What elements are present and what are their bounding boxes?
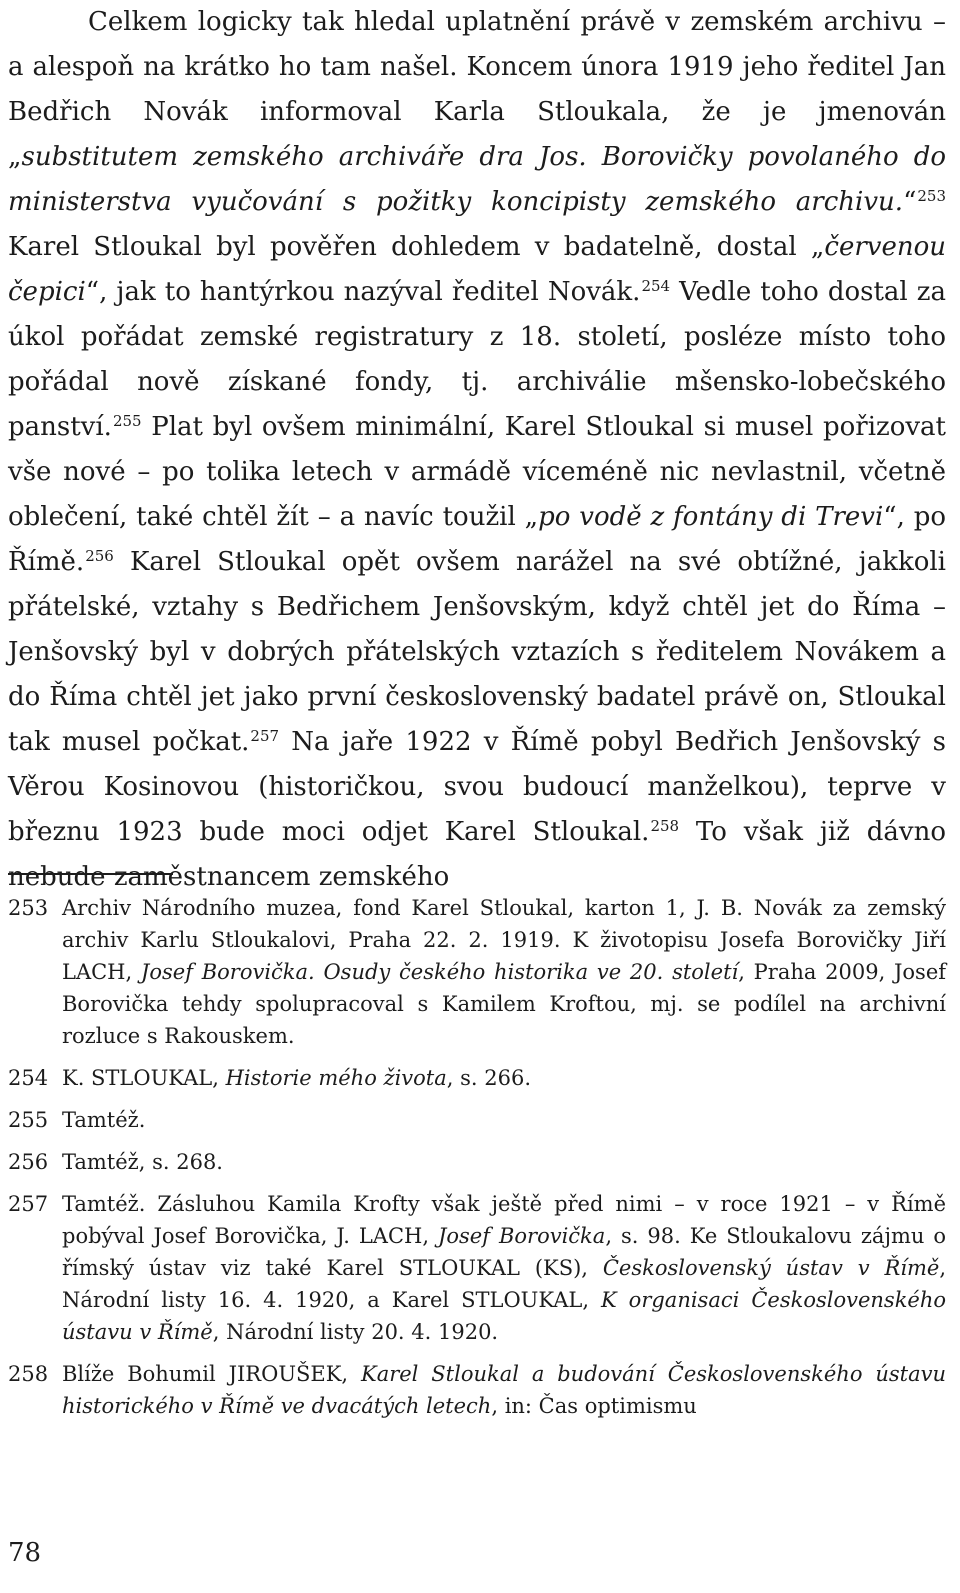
footnote-253 <box>8 892 946 1052</box>
body-paragraph <box>8 0 946 900</box>
footnote-256 <box>8 1146 946 1178</box>
text-run: “ <box>903 187 917 217</box>
text-run: Karel Stloukal opět ovšem narážel na své obtížné, jakkoli přátelské, vztahy s Bedřichem Jenšovským, když chtěl jet do Říma – Jenšovský byl v dobrých přátelských vztazích s ředitelem Novákem a do Říma chtěl jet jako první československý badatel právě on, Stloukal tak musel počkat. <box>8 547 946 757</box>
text-run: Celkem logicky tak hledal uplatnění právě v zemském archivu – a alespoň na krátko ho tam našel. Koncem února 1919 jeho ředitel Jan Bedřich Novák informoval Karla Stloukala, že je jmenován „ <box>8 7 946 172</box>
text-run: , s. 266. <box>446 1066 532 1090</box>
footnote-reference: 258 <box>650 817 680 835</box>
text-run: , Národní listy 20. 4. 1920. <box>212 1320 499 1344</box>
text-run: , Národní listy 16. 4. 1920, a Karel STLOUKAL, <box>62 1256 947 1312</box>
italic-text: Josef Borovička <box>437 1224 606 1248</box>
text-run: Plat byl ovšem minimální, Karel Stloukal si musel pořizovat vše nové – po tolika letech v armádě víceméně nic nevlastnil, včetně oblečení, také chtěl žít – a navíc toužil „ <box>8 412 946 532</box>
italic-text: po vodě z fontány di Trevi <box>538 502 884 532</box>
footnote-text <box>62 1062 946 1094</box>
footnote-text <box>62 1188 946 1348</box>
text-run: “, po Římě. <box>8 502 947 577</box>
text-run: Archiv Národního muzea, fond Karel Stloukal, karton 1, J. B. Novák za zemský archiv Karlu Stloukalovi, Praha 22. 2. 1919. K životopisu Josefa Borovičky Jiří LACH, <box>62 896 946 984</box>
footnote-257 <box>8 1188 946 1348</box>
text-run: Na jaře 1922 v Římě pobyl Bedřich Jenšovský s Věrou Kosinovou (historičkou, svou budoucí manželkou), teprve v březnu 1923 bude moci odjet Karel Stloukal. <box>8 727 946 847</box>
text-run: Tamtéž. Zásluhou Kamila Krofty však ještě před nimi – v roce 1921 – v Římě pobýval Josef Borovička, J. LACH, <box>62 1192 946 1248</box>
text-run: Blíže Bohumil JIROUŠEK, <box>62 1362 361 1386</box>
italic-text: substitutem zemského archiváře dra Jos. Borovičky povolaného do ministerstva vyučování s požitky koncipisty zemského archivu. <box>8 142 946 217</box>
italic-text: Karel Stloukal a budování Československého ústavu historického v Římě ve dvacátých letech <box>62 1362 947 1418</box>
page-number: 78 <box>8 1538 42 1568</box>
text-run: Karel Stloukal byl pověřen dohledem v badatelně, dostal „ <box>8 232 825 262</box>
footnote-number: 254 <box>8 1066 49 1090</box>
footnote-number: 253 <box>8 896 49 920</box>
footnote-text <box>62 1358 946 1422</box>
text-run: K. STLOUKAL, <box>62 1066 226 1090</box>
footnote-258 <box>8 1358 946 1422</box>
main-text-block <box>8 0 946 900</box>
text-run: “, jak to hantýrkou nazýval ředitel Novák. <box>85 277 641 307</box>
footnotes-list <box>8 892 946 1432</box>
text-run: , Praha 2009, Josef Borovička tehdy spolupracoval s Kamilem Kroftou, mj. se podílel na archivní rozluce s Rakouskem. <box>62 960 947 1048</box>
footnote-number: 257 <box>8 1192 49 1216</box>
italic-text: K organisaci Československého ústavu v Římě <box>62 1288 947 1344</box>
text-run: , in: Čas optimismu <box>491 1394 697 1418</box>
text-run: To však již dávno nebude zaměstnancem zemského <box>8 817 946 892</box>
italic-text: Historie mého života <box>225 1066 447 1090</box>
footnote-254 <box>8 1062 946 1094</box>
footnote-reference: 256 <box>85 547 114 565</box>
footnote-text <box>62 892 946 1052</box>
footnote-255 <box>8 1104 946 1136</box>
footnote-number: 255 <box>8 1108 49 1132</box>
text-run: , s. 98. Ke Stloukalovu zájmu o římský ústav viz také Karel STLOUKAL (KS), <box>62 1224 946 1280</box>
italic-text: Josef Borovička. Osudy českého historika ve 20. století <box>140 960 739 984</box>
text-run: Tamtéž, s. 268. <box>62 1150 223 1174</box>
footnote-separator <box>8 873 173 875</box>
footnote-reference: 253 <box>917 187 946 205</box>
footnote-reference: 255 <box>112 412 142 430</box>
italic-text: Československý ústav v Římě <box>602 1256 940 1280</box>
footnote-number: 256 <box>8 1150 49 1174</box>
text-run: Tamtéž. <box>62 1108 146 1132</box>
footnote-text <box>62 1104 946 1136</box>
footnote-text <box>62 1146 946 1178</box>
footnote-reference: 254 <box>641 277 671 295</box>
footnote-number: 258 <box>8 1362 49 1386</box>
text-run: Vedle toho dostal za úkol pořádat zemské registratury z 18. století, posléze místo toho pořádal nově získané fondy, tj. archiválie mšensko-lobečského panství. <box>8 277 946 442</box>
footnote-reference: 257 <box>250 727 280 745</box>
italic-text: červenou čepici <box>8 232 946 307</box>
